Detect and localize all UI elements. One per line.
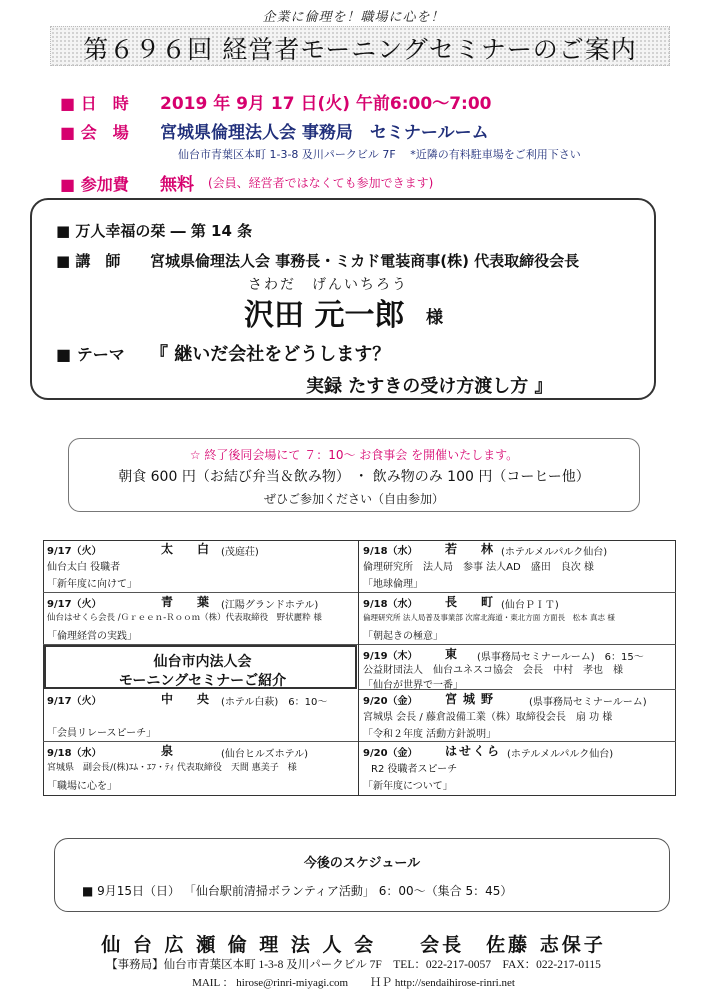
fee-label: ■ 参加費 <box>60 175 129 194</box>
seminar-topic: 「仙台が世界で一番」 <box>363 680 463 691</box>
seminar-date: 9/17（火） <box>47 599 102 610</box>
seminar-speaker: 宮城県 副会長/(株)ｴﾑ・ｴﾌ・ﾃｨ 代表取締役 天間 惠美子 様 <box>47 763 297 773</box>
seminar-date: 9/19（木） <box>363 651 418 662</box>
office-info: 【事務局】仙台市青葉区本町 1-3-8 及川パークビル 7F TEL：022-217-0057 FAX：022-217-0115 <box>106 959 601 971</box>
lecturer-ruby: さわだ げんいちろう <box>248 277 408 293</box>
seminar-date: 9/17（火） <box>47 696 102 707</box>
seminar-name: 太 白 <box>161 542 216 556</box>
slogan: 企業に倫理を！職場に心を！ <box>262 10 445 25</box>
table-row <box>43 742 358 796</box>
seminar-topic: 「朝起きの極意」 <box>363 631 443 642</box>
seminar-speaker: R2 役職者スピーチ <box>371 764 458 775</box>
seminar-speaker: 宮城県 会長 / 藤倉設備工業（株）取締役会長 扇 功 様 <box>363 712 613 723</box>
schedule-item: ■ 9月15日（日） 「仙台駅前清掃ボランティア活動」 6：00〜（集合 5：45） <box>82 884 513 898</box>
lecturer-name: 沢田 元一郎 <box>244 298 405 333</box>
theme-line2: 実録 たすきの受け方渡し方 』 <box>306 376 553 397</box>
seminar-speaker: 倫理研究所 法人局普及事業部 次席北海道・東北方面 方面長 松本 真志 様 <box>363 613 615 622</box>
seminar-venue: (仙台ヒルズホテル) <box>221 749 309 760</box>
seminar-date: 9/18（水） <box>363 599 418 610</box>
seminar-venue: (茂庭荘) <box>221 547 259 558</box>
datetime-value: 2019 年 9月 17 日(火) 午前6:00〜7:00 <box>160 94 492 114</box>
seminar-date: 9/20（金） <box>363 696 418 707</box>
lecturer-honorific: 様 <box>426 308 443 328</box>
seminar-speaker: 公益財団法人 仙台ユネスコ協会 会長 中村 孝也 様 <box>363 665 623 676</box>
table-row <box>43 690 358 742</box>
table-row <box>359 593 676 645</box>
seminar-name: 宮城野 <box>445 692 500 706</box>
seminar-topic: 「新年度に向けて」 <box>47 579 137 590</box>
breakfast-line2: 朝食 600 円（お結び弁当＆飲み物） ・ 飲み物のみ 100 円（コーヒー他） <box>118 469 590 485</box>
seminar-name: 中 央 <box>161 692 216 706</box>
seminar-topic: 「職場に心を」 <box>47 781 117 792</box>
table-row <box>359 645 676 690</box>
fee-note: (会員、経営者ではなくても参加できます) <box>208 176 434 190</box>
article-line: ■ 万人幸福の栞 ― 第 14 条 <box>56 222 253 240</box>
schedule-box <box>54 838 670 912</box>
seminar-name: 青 葉 <box>161 595 216 609</box>
table-row <box>359 742 676 796</box>
seminar-name: 若 林 <box>445 542 500 556</box>
theme-label: ■ テーマ <box>56 345 125 364</box>
table-row <box>43 540 358 593</box>
seminar-venue: (仙台ＰＩＴ) <box>501 600 559 611</box>
seminar-topic: 「新年度について」 <box>363 781 453 792</box>
intro-line2: モーニングセミナーご紹介 <box>118 673 287 689</box>
intro-box <box>44 645 357 689</box>
seminar-name: 泉 <box>161 744 180 758</box>
seminar-venue: (ホテル白萩) 6：10〜 <box>221 697 328 708</box>
breakfast-line3: ぜひご参加ください（自由参加） <box>263 492 444 506</box>
seminar-topic: 「地球倫理」 <box>363 579 423 590</box>
intro-line1: 仙台市内法人会 <box>153 654 252 670</box>
venue-value: 宮城県倫理法人会 事務局 セミナールーム <box>160 123 489 143</box>
seminar-date: 9/18（水） <box>47 748 102 759</box>
seminar-name: 長 町 <box>445 595 500 609</box>
seminar-name: はせくら <box>445 744 502 758</box>
seminar-speaker: 倫理研究所 法人局 参事 法人AD 盛田 良次 様 <box>363 562 594 573</box>
schedule-title: 今後のスケジュール <box>303 856 421 871</box>
lecturer-label: ■ 講 師 <box>56 252 121 270</box>
seminar-venue: (ホテルメルパルク仙台) <box>507 749 614 760</box>
seminar-date: 9/20（金） <box>363 748 418 759</box>
lecturer-title: 宮城県倫理法人会 事務長・ミカド電装商事(株) 代表取締役会長 <box>150 252 580 270</box>
datetime-label: ■ 日 時 <box>60 94 129 113</box>
seminar-date: 9/17（火） <box>47 546 102 557</box>
seminar-venue: (県事務局セミナールーム) <box>529 697 647 708</box>
seminar-speaker: 仙台はせくら会長 /Ｇｒｅｅｎ-Ｒｏｏｍ（株）代表取締役 野状麗粋 様 <box>47 613 322 623</box>
seminar-venue: (江陽グランドホテル) <box>221 600 319 611</box>
seminar-venue: (ホテルメルパルク仙台) <box>501 547 608 558</box>
venue-address: 仙台市青葉区本町 1-3-8 及川パークビル 7F *近隣の有料駐車場をご利用下さい <box>178 148 581 161</box>
table-row <box>359 690 676 742</box>
seminar-topic: 「令和２年度 活動方針説明」 <box>363 729 497 740</box>
seminar-speaker: 仙台太白 役職者 <box>47 562 121 573</box>
seminar-topic: 「会員リレースピーチ」 <box>47 728 157 739</box>
seminar-topic: 「倫理経営の実践」 <box>47 631 137 642</box>
seminar-name: 東 <box>445 647 464 661</box>
seminar-date: 9/18（水） <box>363 546 418 557</box>
contact-info: MAIL ： hirose@rinri-miyagi.com ＨＰ http://sendaihirose-rinri.net <box>192 977 515 989</box>
venue-label: ■ 会 場 <box>60 123 129 142</box>
page-title: 第６９６回 経営者モーニングセミナーのご案内 <box>83 35 637 64</box>
breakfast-line1: ☆ 終了後同会場にて ７：10〜 お食事会 を開催いたします。 <box>189 448 519 462</box>
fee-value: 無料 <box>160 175 194 195</box>
table-row <box>359 540 676 593</box>
organization-name: 仙 台 広 瀬 倫 理 法 人 会 会長 佐藤 志保子 <box>101 934 606 956</box>
theme-line1: 『 継いだ会社をどうします？ <box>150 344 391 365</box>
table-row <box>43 593 358 645</box>
seminar-venue: (県事務局セミナールーム) 6：15〜 <box>477 652 644 663</box>
